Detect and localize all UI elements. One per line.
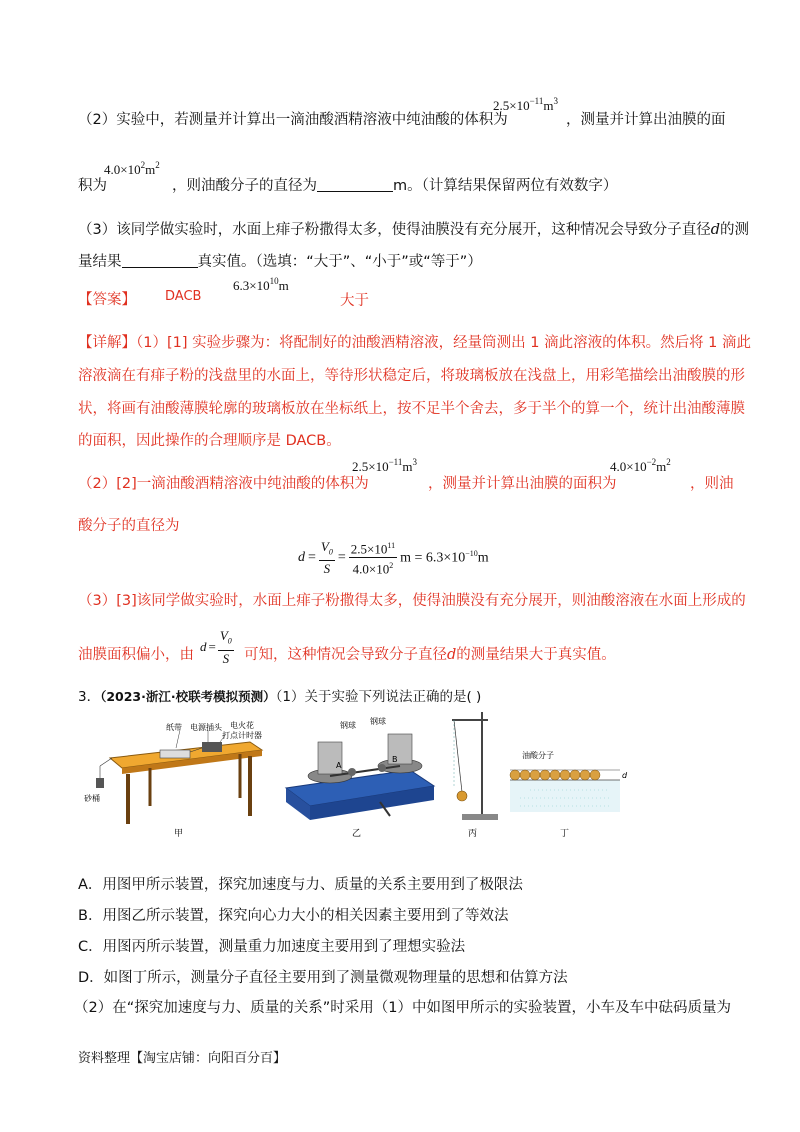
answer-1: DACB bbox=[165, 289, 202, 304]
label-sand-bucket: 砂桶 bbox=[84, 794, 100, 803]
q2-line1-end: ，测量并计算出油膜的面 bbox=[566, 112, 726, 128]
detail-p2-l1a: （2）[2]一滴油酸酒精溶液中纯油酸的体积为 bbox=[78, 476, 369, 492]
figure-ding-oil-film bbox=[510, 770, 620, 812]
figure-bing-pendulum bbox=[452, 712, 498, 820]
label-spark: 电火花 bbox=[230, 721, 254, 730]
q2-text-a: （2）实验中，若测量并计算出一滴油酸酒精溶液中纯油酸的体积为 bbox=[78, 112, 508, 128]
figure-yi-apparatus bbox=[286, 734, 434, 820]
label-oil-molecule: 油酸分子 bbox=[522, 751, 554, 760]
answer-blank-diameter[interactable] bbox=[317, 177, 393, 192]
detail-p2-l1b: ，测量并计算出油膜的面积为 bbox=[428, 476, 617, 492]
detail-p2-volume: $2.5\times 10^{-11}m^3$ bbox=[352, 457, 417, 474]
figure-row bbox=[84, 706, 650, 856]
detail-p3-l1: （3）[3]该同学做实验时，水面上痱子粉撒得太多，使得油膜没有充分展开，则油酸溶液在水面上形成的 bbox=[78, 593, 746, 609]
q3-line2: 量结果 真实值。（选填：“大于”、“小于”或“等于”） bbox=[78, 254, 482, 270]
detail-p3-l2b: 可知，这种情况会导致分子直径d的测量结果大于真实值。 bbox=[244, 647, 616, 663]
answer-2: $6.3\times 10^{10}m$ bbox=[233, 276, 289, 293]
q2-line2-mid: ，则油酸分子的直径为 m。（计算结果保留两位有效数字） bbox=[172, 178, 618, 194]
answer-3: 大于 bbox=[340, 293, 369, 309]
footer-source: 资料整理【淘宝店铺：向阳百分百】 bbox=[78, 1051, 287, 1066]
option-d[interactable]: D．如图丁所示，测量分子直径主要用到了测量微观物理量的思想和估算方法 bbox=[78, 970, 568, 986]
label-jia: 甲 bbox=[174, 829, 184, 839]
experiment-figures bbox=[84, 706, 650, 856]
detail-p2-area: $4.0\times 10^{-2}m^2$ bbox=[610, 457, 671, 474]
detail-p1-l2: 溶液滴在有痱子粉的浅盘里的水面上，等待形状稳定后，将玻璃板放在浅盘上，用彩笔描绘出油酸膜的形 bbox=[78, 368, 745, 384]
option-b[interactable]: B．用图乙所示装置，探究向心力大小的相关因素主要用到了等效法 bbox=[78, 908, 509, 924]
detail-p1-l1: 【详解】（1）[1] 实验步骤为：将配制好的油酸酒精溶液，经量筒测出 1 滴此溶液的体积。然后将 1 滴此 bbox=[78, 335, 752, 351]
detail-p3-l2a: 油膜面积偏小，由 bbox=[78, 647, 194, 663]
label-steel-ball-right: 钢球 bbox=[370, 717, 386, 726]
label-d: d bbox=[622, 771, 628, 780]
problem3-part2: （2）在“探究加速度与力、质量的关系”时采用（1）中如图甲所示的实验装置，小车及车中砝码质量为 bbox=[74, 1000, 731, 1016]
detail-p1-l3: 状，将画有油酸薄膜轮廓的玻璃板放在坐标纸上，按不足半个舍去，多于半个的算一个，统计出油酸薄膜 bbox=[78, 401, 745, 417]
q2-line1 bbox=[78, 108, 508, 129]
label-steel-ball-left: 钢球 bbox=[340, 721, 356, 730]
option-a[interactable]: A．用图甲所示装置，探究加速度与力、质量的关系主要用到了极限法 bbox=[78, 877, 523, 893]
q3-line1: （3）该同学做实验时，水面上痱子粉撒得太多，使得油膜没有充分展开，这种情况会导致分子直径d的测 bbox=[78, 222, 750, 238]
label-a: A bbox=[336, 761, 342, 770]
label-tape: 纸带 bbox=[166, 723, 182, 732]
label-timer: 打点计时器 bbox=[222, 731, 262, 740]
answer-blank-compare[interactable] bbox=[122, 253, 198, 268]
detail-p2-l2: 酸分子的直径为 bbox=[78, 518, 180, 534]
detail-p1-l4: 的面积，因此操作的合理顺序是 DACB。 bbox=[78, 433, 341, 449]
q2-volume-value: $2.5\times 10^{-11}m^3$ bbox=[493, 96, 558, 113]
figure-jia-apparatus bbox=[96, 730, 262, 824]
diameter-equation: d = $\frac{V_0}{S}$ = $\frac{2.5\times 10^{11}}{4.0\times 10^2}$ $m = 6.3\times 10^{-10}m$ bbox=[298, 538, 489, 577]
label-plug: 电源插头 bbox=[190, 723, 222, 732]
label-b: B bbox=[392, 755, 398, 764]
answer-tag: 【答案】 bbox=[78, 292, 136, 308]
inline-formula: d = $\frac{V_0}{S}$ bbox=[200, 628, 232, 666]
fraction-v0-over-s: $\frac{V_0}{S}$ bbox=[320, 538, 333, 577]
label-ding: 丁 bbox=[560, 829, 570, 839]
detail-p2-l1c: ，则油 bbox=[690, 476, 734, 492]
label-bing: 丙 bbox=[468, 829, 478, 839]
problem3-header: 3．（2023·浙江·校联考模拟预测）（1）关于实验下列说法正确的是( ) bbox=[78, 689, 482, 705]
option-c[interactable]: C．用图丙所示装置，测量重力加速度主要用到了理想实验法 bbox=[78, 939, 466, 955]
fraction-values: $\frac{2.5\times 10^{11}}{4.0\times 10^2}$ bbox=[349, 538, 397, 578]
q2-area-value: $4.0\times 10^2m^2$ bbox=[104, 160, 160, 177]
label-yi: 乙 bbox=[352, 829, 362, 839]
q2-line2-start: 积为 bbox=[78, 178, 107, 194]
detail-tag: 【详解】 bbox=[78, 335, 136, 351]
